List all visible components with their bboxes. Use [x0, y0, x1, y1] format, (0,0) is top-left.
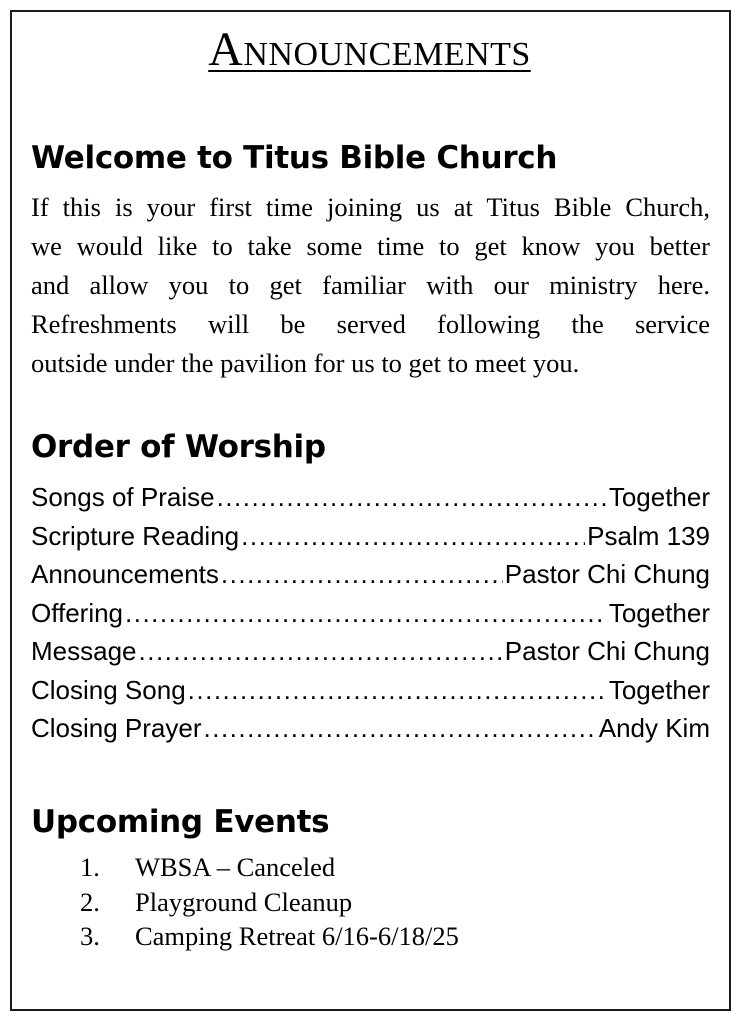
welcome-line: If this is your first time joining us at Titus Bible Church,: [31, 192, 710, 222]
welcome-line: outside under the pavilion for us to get to meet you.: [31, 348, 580, 378]
order-item: Closing Prayer: [31, 713, 202, 743]
order-row: [31, 555, 710, 594]
list-number: 3.: [80, 921, 100, 951]
order-heading: Order of Worship: [31, 429, 326, 465]
event-text: WBSA – Canceled: [135, 852, 336, 882]
order-item: Songs of Praise: [31, 482, 215, 512]
order-item: Offering: [31, 597, 124, 628]
dot-leader: [217, 478, 607, 517]
order-of-worship-list: [31, 478, 710, 748]
event-text: Camping Retreat 6/16-6/18/25: [135, 921, 459, 951]
list-number: 2.: [80, 886, 100, 917]
upcoming-events-list: [80, 850, 459, 954]
dot-leader: [221, 555, 503, 594]
order-leader: Pastor Chi Chung: [504, 636, 710, 666]
event-text: Playground Cleanup: [135, 886, 353, 917]
order-row: [31, 632, 710, 671]
welcome-line: Refreshments will be served following the service: [31, 309, 710, 339]
welcome-paragraph: [31, 188, 710, 383]
order-row: [31, 517, 710, 556]
welcome-line: we would like to take some time to get know you better: [31, 231, 710, 261]
order-leader: Together: [608, 674, 710, 705]
list-item: [80, 850, 459, 885]
list-item: [80, 885, 459, 920]
dot-leader: [204, 709, 597, 748]
order-leader: Psalm 139: [587, 520, 710, 551]
order-item: Message: [31, 636, 137, 666]
list-item: [80, 919, 459, 954]
dot-leader: [125, 594, 607, 633]
order-leader: Together: [608, 482, 710, 512]
list-number: 1.: [80, 852, 100, 882]
welcome-line: and allow you to get familiar with our ministry here.: [31, 270, 710, 300]
order-leader: Andy Kim: [598, 713, 710, 743]
dot-leader: [139, 632, 503, 671]
dot-leader: [241, 517, 585, 556]
events-heading: Upcoming Events: [31, 804, 330, 840]
order-row: [31, 671, 710, 710]
order-leader: Together: [608, 597, 710, 628]
order-item: Closing Song: [31, 674, 186, 705]
order-row: [31, 709, 710, 748]
page-title: Announcements: [208, 23, 531, 76]
order-row: [31, 478, 710, 517]
dot-leader: [188, 671, 607, 710]
order-item: Scripture Reading: [31, 520, 240, 551]
welcome-heading: Welcome to Titus Bible Church: [31, 140, 558, 176]
order-item: Announcements: [31, 559, 219, 589]
order-leader: Pastor Chi Chung: [504, 559, 710, 589]
order-row: [31, 594, 710, 633]
